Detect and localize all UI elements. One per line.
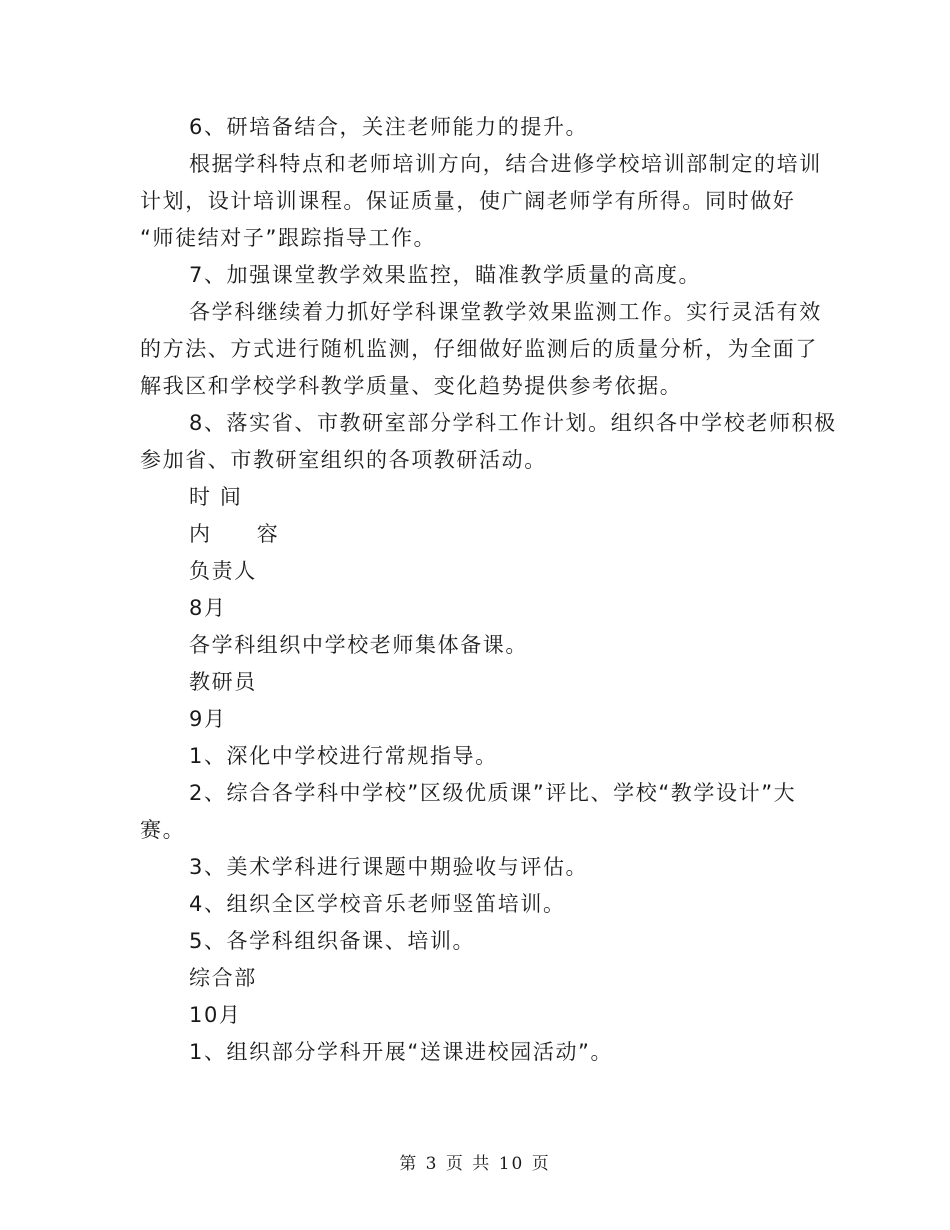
schedule-owner: 综合部	[189, 966, 257, 990]
schedule-month: 10月	[189, 1003, 242, 1027]
paragraph-line: 的方法、方式进行随机监测，仔细做好监测后的质量分析，为全面了	[140, 337, 818, 361]
schedule-month: 8月	[189, 596, 227, 620]
paragraph-line: 参加省、市教研室组织的各项教研活动。	[140, 448, 547, 472]
schedule-content: 1、深化中学校进行常规指导。	[189, 744, 498, 768]
page-number-footer: 第 3 页 共 10 页	[399, 1154, 551, 1174]
paragraph-heading-7: 7、加强课堂教学效果监控，瞄准教学质量的高度。	[189, 263, 702, 287]
schedule-content: 5、各学科组织备课、培训。	[189, 929, 476, 953]
schedule-month: 9月	[189, 707, 227, 731]
schedule-owner: 教研员	[189, 670, 257, 694]
schedule-content: 1、组织部分学科开展“送课进校园活动”。	[189, 1040, 614, 1064]
paragraph-line: 各学科继续着力抓好学科课堂教学效果监测工作。实行灵活有效	[189, 300, 822, 324]
paragraph-line: “师徒结对子”跟踪指导工作。	[140, 226, 437, 250]
schedule-content: 各学科组织中学校老师集体备课。	[189, 633, 528, 657]
paragraph-line: 根据学科特点和老师培训方向，结合进修学校培训部制定的培训	[189, 152, 822, 176]
table-header-owner: 负责人	[189, 559, 257, 583]
schedule-content: 2、综合各学科中学校”区级优质课”评比、学校“教学设计”大	[189, 781, 797, 805]
table-header-time: 时 间	[189, 485, 243, 509]
paragraph-line: 计划，设计培训课程。保证质量，使广阔老师学有所得。同时做好	[140, 189, 796, 213]
schedule-content: 赛。	[140, 818, 186, 842]
table-header-content: 内 容	[189, 522, 280, 546]
paragraph-heading-8: 8、落实省、市教研室部分学科工作计划。组织各中学校老师积极	[189, 411, 837, 435]
paragraph-line: 解我区和学校学科教学质量、变化趋势提供参考依据。	[140, 374, 683, 398]
schedule-content: 3、美术学科进行课题中期验收与评估。	[189, 855, 589, 879]
paragraph-heading-6: 6、研培备结合，关注老师能力的提升。	[189, 115, 589, 139]
schedule-content: 4、组织全区学校音乐老师竖笛培训。	[189, 892, 566, 916]
